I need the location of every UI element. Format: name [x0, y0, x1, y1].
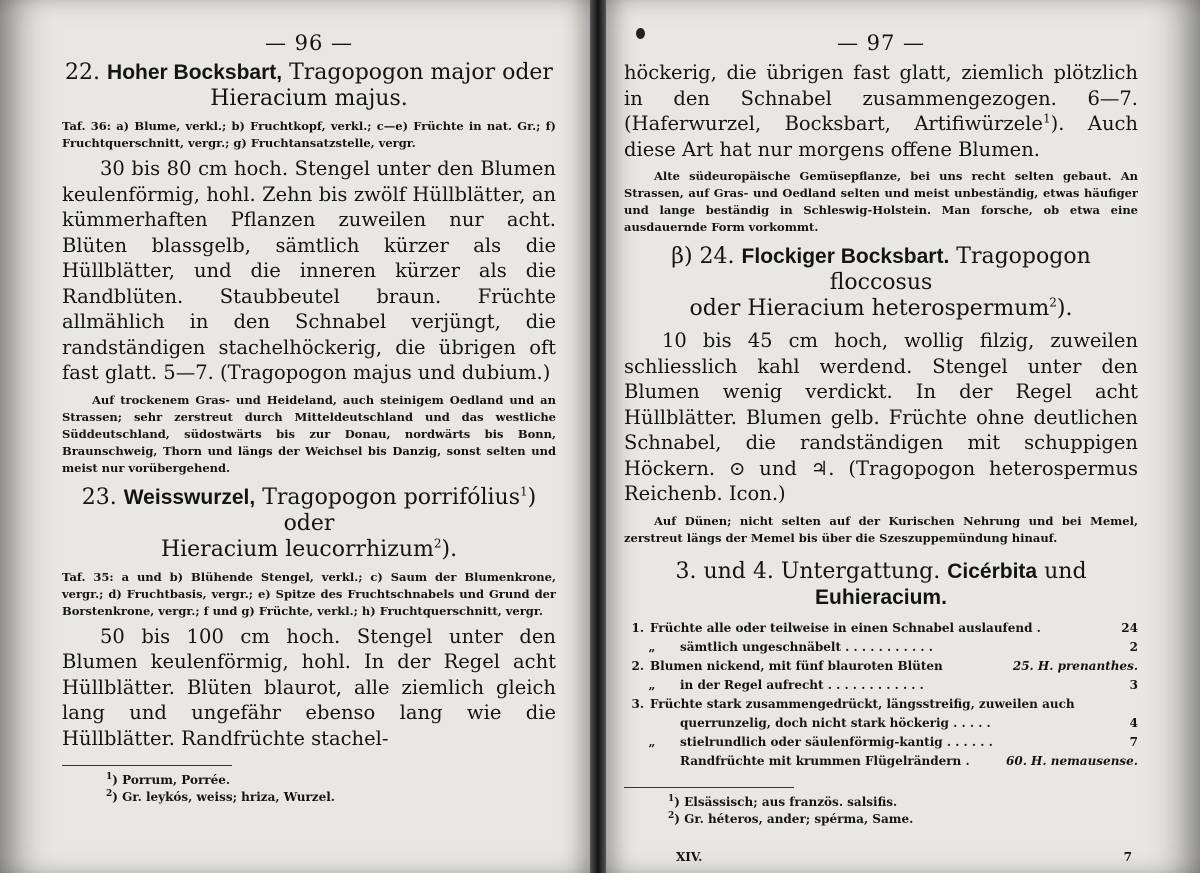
species-number: 23. — [81, 484, 117, 510]
key-number: 3. — [631, 696, 644, 711]
key-text-content: in der Regel aufrecht — [680, 677, 824, 692]
key-text: Früchte stark zusammengedrückt, längsstreifig, zuweilen auch — [650, 696, 1075, 711]
footnote-text: ) Porrum, Porrée. — [112, 773, 231, 787]
species-synonym: oder Hieracium heterospermum — [689, 296, 1050, 321]
species-23-heading — [62, 485, 556, 563]
key-text — [680, 752, 1006, 771]
key-row — [624, 676, 1138, 695]
species-common-name: Flockiger Bocksbart. — [741, 245, 950, 268]
signature-number: 7 — [1123, 849, 1132, 864]
habitat-note: Alte südeuropäische Gemüsepflanze, bei uns recht selten gebaut. An Strassen, auf Gras- und Oedland selten und meist unbeständig, etwas häufiger und lange beständig in Schleswig-Holstein. Man forsche, ob etwa eine ausdauernde Form vorkommt. — [624, 169, 1138, 234]
key-leader: . — [961, 753, 970, 768]
key-text — [680, 733, 1114, 752]
species-24-heading — [624, 244, 1138, 322]
left-page — [0, 0, 590, 873]
subgenus-heading — [624, 559, 1138, 611]
species-synonym: Hieracium leucorrhizum — [160, 536, 434, 562]
key-result: 7 — [1129, 734, 1138, 749]
key-result: 2 — [1129, 639, 1138, 654]
species-synonym: Hieracium majus. — [210, 86, 408, 111]
key-result: 4 — [1129, 715, 1138, 730]
species-number: β) 24. — [671, 244, 735, 269]
species-number: 22. — [65, 60, 101, 85]
species-common-name: Hoher Bocksbart, — [107, 61, 283, 84]
footnote — [62, 772, 556, 789]
species-22-heading — [62, 60, 556, 112]
key-leader: . . . . . — [948, 715, 991, 730]
plate-caption: Taf. 35: a und b) Blühende Stengel, verkl.; c) Saum der Blumenkrone, vergr.; d) Fruchtbasis, vergr.; e) Spitze des Fruchtschnabels und Grund der Borstenkrone, vergr.; f und g) Früchte, verkl.; h) Fruchtquerschnitt, vergr. — [62, 569, 556, 618]
key-leader: . . . . . . . . . . . — [841, 639, 933, 654]
description-text: ). Auch diese Art hat nur morgens offene Blumen. — [624, 112, 1138, 161]
key-text-content: querrunzelig, doch nicht stark höckerig — [680, 715, 949, 730]
description-text: höckerig, die übrigen fast glatt, ziemlich plötzlich in den Schnabel zusammengezogen. 6—7. (Haferwurzel, Bocksbart, Artifiwürzele — [624, 61, 1138, 135]
key-row — [624, 657, 1138, 676]
key-result: 25. H. prenanthes. — [1012, 658, 1138, 673]
key-result: 60. H. nemausense. — [1006, 753, 1138, 768]
subgenus-title: 3. und 4. Untergattung. — [675, 558, 941, 584]
footnote-ref: 1 — [1042, 111, 1051, 126]
page-number: — 97 — — [836, 31, 926, 55]
habitat-note: Auf Dünen; nicht selten auf der Kurischen Nehrung und bei Memel, zerstreut längs der Memel bis über die Szeszuppemündung hinauf. — [624, 513, 1138, 545]
key-number: 2. — [631, 658, 644, 673]
key-row — [624, 752, 1138, 771]
identification-key — [624, 619, 1138, 771]
key-text — [680, 714, 1114, 733]
key-row — [624, 695, 1138, 714]
key-row — [624, 619, 1138, 638]
footnote-ref: 1 — [520, 484, 528, 499]
species-description: 30 bis 80 cm hoch. Stengel unter den Blumen keulenförmig, hohl. Zehn bis zwölf Hüllblätter, an kümmerhaften Pflanzen zuweilen nur acht. Blüten blassgelb, sämtlich kürzer als die Hüllblätter, und die inneren kürzer als die Randblüten. Staubbeutel braun. Früchte allmählich in den Schnabel verjüngt, die randständigen stachelhöckerig, die übrigen oft fast glatt. 5—7. (Tragopogon majus und dubium.) — [62, 157, 556, 384]
key-text-content: Randfrüchte mit krummen Flügelrändern — [680, 753, 962, 768]
key-text-content: Früchte alle oder teilweise in einen Schnabel auslaufend — [650, 620, 1033, 635]
key-result: 3 — [1129, 677, 1138, 692]
heading-text: ) oder — [283, 484, 537, 536]
printer-signature — [624, 850, 1138, 864]
footnote-mark: 2 — [106, 789, 113, 799]
key-ditto: „ — [648, 734, 656, 749]
key-row — [624, 638, 1138, 657]
key-leader: . . . . . . . . . . . . — [823, 677, 924, 692]
plate-caption: Taf. 36: a) Blume, verkl.; b) Fruchtkopf, verkl.; c—e) Früchte in nat. Gr.; f) Fruchtquerschnitt, vergr.; g) Fruchtansatzstelle, vergr. — [62, 119, 556, 150]
book-gutter — [590, 0, 606, 873]
footnote — [62, 789, 556, 806]
key-text-content: sämtlich ungeschnäbelt — [680, 639, 841, 654]
footnote-mark: 1 — [668, 793, 675, 804]
heading-text: ). — [441, 536, 458, 562]
signature-mark: XIV. — [676, 849, 703, 864]
footnote-text: ) Gr. héteros, ander; spérma, Same. — [674, 811, 914, 826]
continued-description — [624, 60, 1138, 162]
key-text — [680, 638, 1114, 657]
species-description: 50 bis 100 cm hoch. Stengel unter den Blumen keulenförmig, hohl. In der Regel acht Hüllblätter. Blüten blaurot, alle ziemlich gleich lang und ungefähr ebenso lang wie die Hüllblätter. Randfrüchte stachel- — [62, 624, 556, 750]
key-number: 1. — [631, 620, 644, 635]
heading-text: ). — [1056, 296, 1073, 321]
footnote — [624, 794, 1138, 811]
key-text: Blumen nickend, mit fünf blauroten Blüten — [650, 658, 943, 673]
species-latin-name: Tragopogon major oder — [289, 60, 553, 85]
footnote — [624, 811, 1138, 828]
footnote-rule — [62, 765, 232, 766]
footnote-mark: 1 — [106, 772, 113, 782]
habitat-note: Auf trockenem Gras- und Heideland, auch steinigem Oedland und an Strassen; sehr zerstreut durch Mitteldeutschland und das westliche Süddeutschland, südostwärts bis zur Donau, nordwärts bis Bonn, Braunschweig, Thorn und längs der Weichsel bis Danzig, sonst selten und meist nur vorübergehend. — [62, 392, 556, 475]
key-row — [624, 714, 1138, 733]
key-leader: . — [1032, 620, 1041, 635]
subgenus-name: Euhieracium. — [815, 585, 947, 609]
footnote-mark: 2 — [668, 810, 675, 821]
key-ditto: „ — [648, 639, 656, 654]
species-description: 10 bis 45 cm hoch, wollig filzig, zuweilen schliesslich kahl werdend. Stengel unter den Blumen wenig verdickt. In der Regel acht Hüllblätter. Blumen gelb. Früchte ohne deutlichen Schnabel, die randständigen mit schuppigen Höckern. ⊙ und ♃. (Tragopogon heterospermus Reichenb. Icon.) — [624, 329, 1138, 505]
key-text — [680, 676, 1114, 695]
key-result: 24 — [1121, 620, 1138, 635]
key-text — [650, 619, 1114, 638]
species-latin-name: Tragopogon porrifólius — [262, 484, 521, 510]
ink-spot — [636, 28, 645, 39]
footnote-text: ) Elsässisch; aus französ. salsifis. — [674, 794, 898, 809]
footnote-text: ) Gr. leykós, weiss; hriza, Wurzel. — [112, 790, 335, 804]
footnote-rule — [624, 787, 794, 788]
key-leader: . . . . . . — [942, 734, 993, 749]
page-number: — 96 — — [264, 31, 354, 55]
heading-text: und — [1044, 558, 1087, 584]
species-common-name: Weisswurzel, — [123, 485, 256, 509]
subgenus-name: Cicérbita — [947, 559, 1038, 583]
key-ditto: „ — [648, 677, 656, 692]
key-row — [624, 733, 1138, 752]
footnote-ref: 2 — [1049, 295, 1057, 310]
right-page — [606, 0, 1200, 873]
key-text-content: stielrundlich oder säulenförmig-kantig — [680, 734, 943, 749]
species-latin-name: Tragopogon floccosus — [829, 244, 1091, 295]
footnote-ref: 2 — [433, 536, 442, 551]
